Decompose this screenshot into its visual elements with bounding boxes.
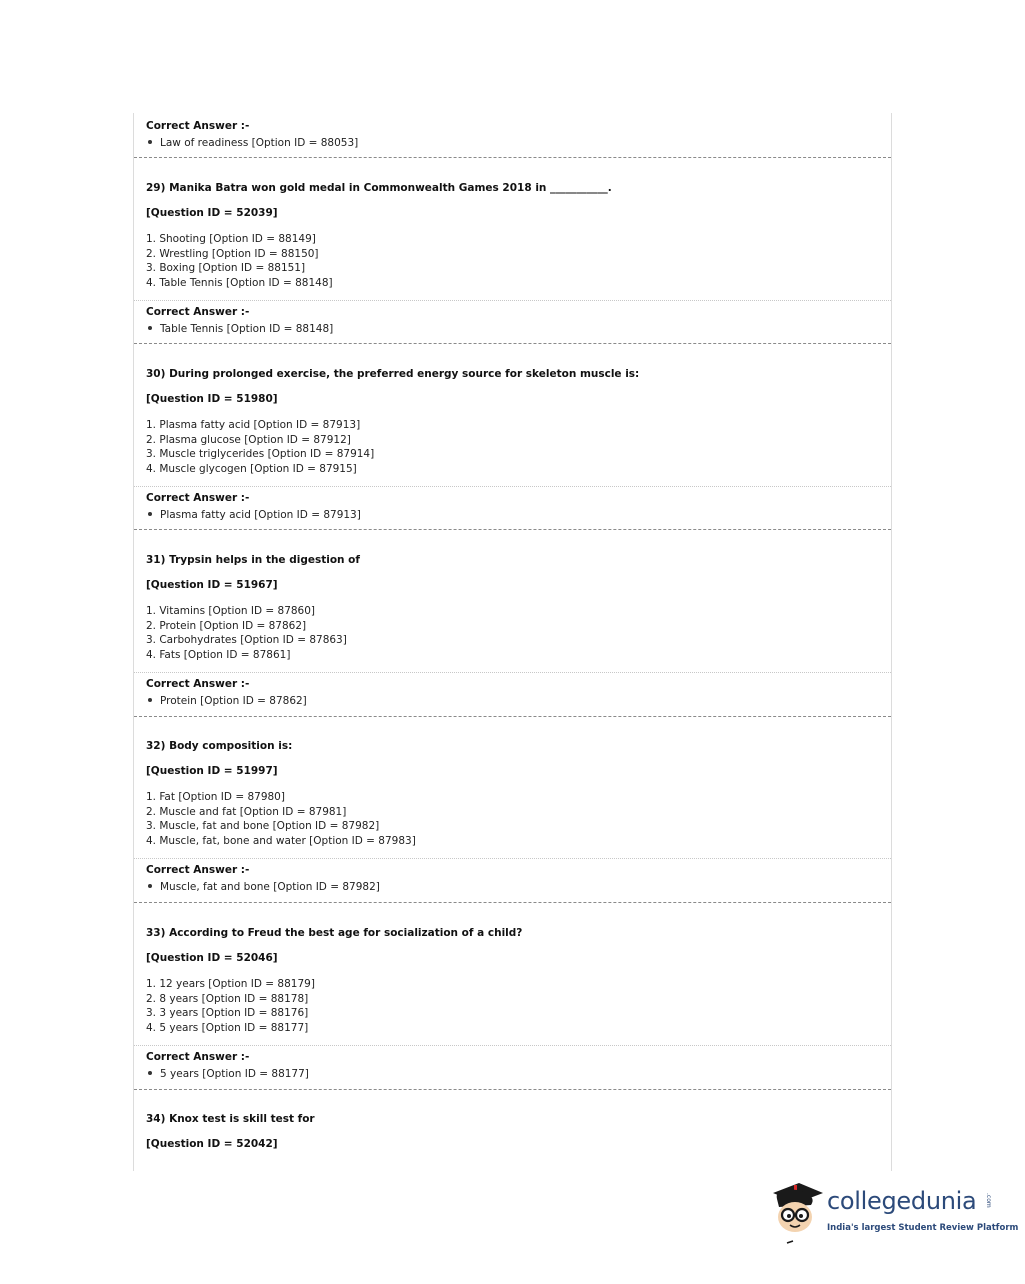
mascot-icon: [767, 1177, 825, 1247]
logo-wordmark: collegedunia: [827, 1187, 977, 1215]
option-item: 1. Plasma fatty acid [Option ID = 87913]: [146, 419, 361, 431]
question-id: [Question ID = 51997]: [146, 765, 278, 777]
question-separator: [134, 343, 891, 344]
question-id: [Question ID = 51980]: [146, 393, 278, 405]
answer-divider: [134, 1045, 891, 1046]
answer-divider: [134, 672, 891, 673]
question-title: 29) Manika Batra won gold medal in Commonwealth Games 2018 in ___________.: [146, 182, 612, 194]
option-item: 4. 5 years [Option ID = 88177]: [146, 1022, 309, 1035]
question-title: 33) According to Freud the best age for socialization of a child?: [146, 927, 523, 939]
bullet-icon: [148, 512, 152, 516]
question-separator: [134, 716, 891, 717]
option-item: 4. Muscle, fat, bone and water [Option ID = 87983]: [146, 835, 416, 848]
bullet-icon: [148, 140, 152, 144]
question-separator: [134, 902, 891, 903]
option-item: 2. Muscle and fat [Option ID = 87981]: [146, 805, 347, 818]
answer-label: Correct Answer :-: [146, 1051, 250, 1063]
answer-item: Muscle, fat and bone [Option ID = 87982]: [146, 881, 380, 893]
question-id: [Question ID = 51967]: [146, 579, 278, 591]
question-id: [Question ID = 52046]: [146, 952, 278, 964]
option-item: 4. Table Tennis [Option ID = 88148]: [146, 277, 333, 290]
bullet-icon: [148, 1071, 152, 1075]
question-paper-page: [133, 113, 892, 1171]
option-item: 2. Protein [Option ID = 87862]: [146, 619, 307, 632]
option-item: 2. Plasma glucose [Option ID = 87912]: [146, 433, 351, 446]
question-title: 31) Trypsin helps in the digestion of: [146, 554, 360, 566]
question-title: 34) Knox test is skill test for: [146, 1113, 315, 1125]
question-title: 32) Body composition is:: [146, 740, 293, 752]
question-separator: [134, 529, 891, 530]
answer-label: Correct Answer :-: [146, 864, 250, 876]
logo-tagline: India's largest Student Review Platform: [827, 1223, 1019, 1233]
option-item: 4. Fats [Option ID = 87861]: [146, 649, 291, 662]
answer-item: 5 years [Option ID = 88177]: [146, 1068, 309, 1080]
option-item: 3. 3 years [Option ID = 88176]: [146, 1007, 309, 1020]
question-id: [Question ID = 52039]: [146, 207, 278, 219]
answer-divider: [134, 300, 891, 301]
option-item: 3. Muscle triglycerides [Option ID = 87914]: [146, 448, 375, 461]
answer-label: Correct Answer :-: [146, 120, 250, 132]
option-item: 1. Vitamins [Option ID = 87860]: [146, 605, 316, 617]
bullet-icon: [148, 884, 152, 888]
option-item: 1. Shooting [Option ID = 88149]: [146, 233, 316, 245]
answer-label: Correct Answer :-: [146, 306, 250, 318]
option-item: 3. Boxing [Option ID = 88151]: [146, 262, 306, 275]
collegedunia-logo[interactable]: [767, 1177, 1019, 1249]
answer-item: Plasma fatty acid [Option ID = 87913]: [146, 509, 361, 521]
option-item: 2. 8 years [Option ID = 88178]: [146, 992, 309, 1005]
answer-divider: [134, 486, 891, 487]
option-item: 4. Muscle glycogen [Option ID = 87915]: [146, 463, 357, 476]
question-id: [Question ID = 52042]: [146, 1138, 278, 1150]
option-item: 1. 12 years [Option ID = 88179]: [146, 978, 315, 990]
option-item: 2. Wrestling [Option ID = 88150]: [146, 247, 319, 260]
answer-item: Law of readiness [Option ID = 88053]: [146, 137, 358, 149]
answer-label: Correct Answer :-: [146, 492, 250, 504]
option-item: 1. Fat [Option ID = 87980]: [146, 791, 285, 803]
option-item: 3. Carbohydrates [Option ID = 87863]: [146, 634, 347, 647]
question-separator: [134, 157, 891, 158]
bullet-icon: [148, 326, 152, 330]
answer-item: Table Tennis [Option ID = 88148]: [146, 323, 333, 335]
question-separator: [134, 1089, 891, 1090]
bullet-icon: [148, 698, 152, 702]
logo-suffix: .com: [985, 1193, 992, 1208]
question-title: 30) During prolonged exercise, the preferred energy source for skeleton muscle is:: [146, 368, 640, 380]
answer-item: Protein [Option ID = 87862]: [146, 695, 307, 707]
option-item: 3. Muscle, fat and bone [Option ID = 87982]: [146, 820, 380, 833]
answer-label: Correct Answer :-: [146, 678, 250, 690]
answer-divider: [134, 858, 891, 859]
